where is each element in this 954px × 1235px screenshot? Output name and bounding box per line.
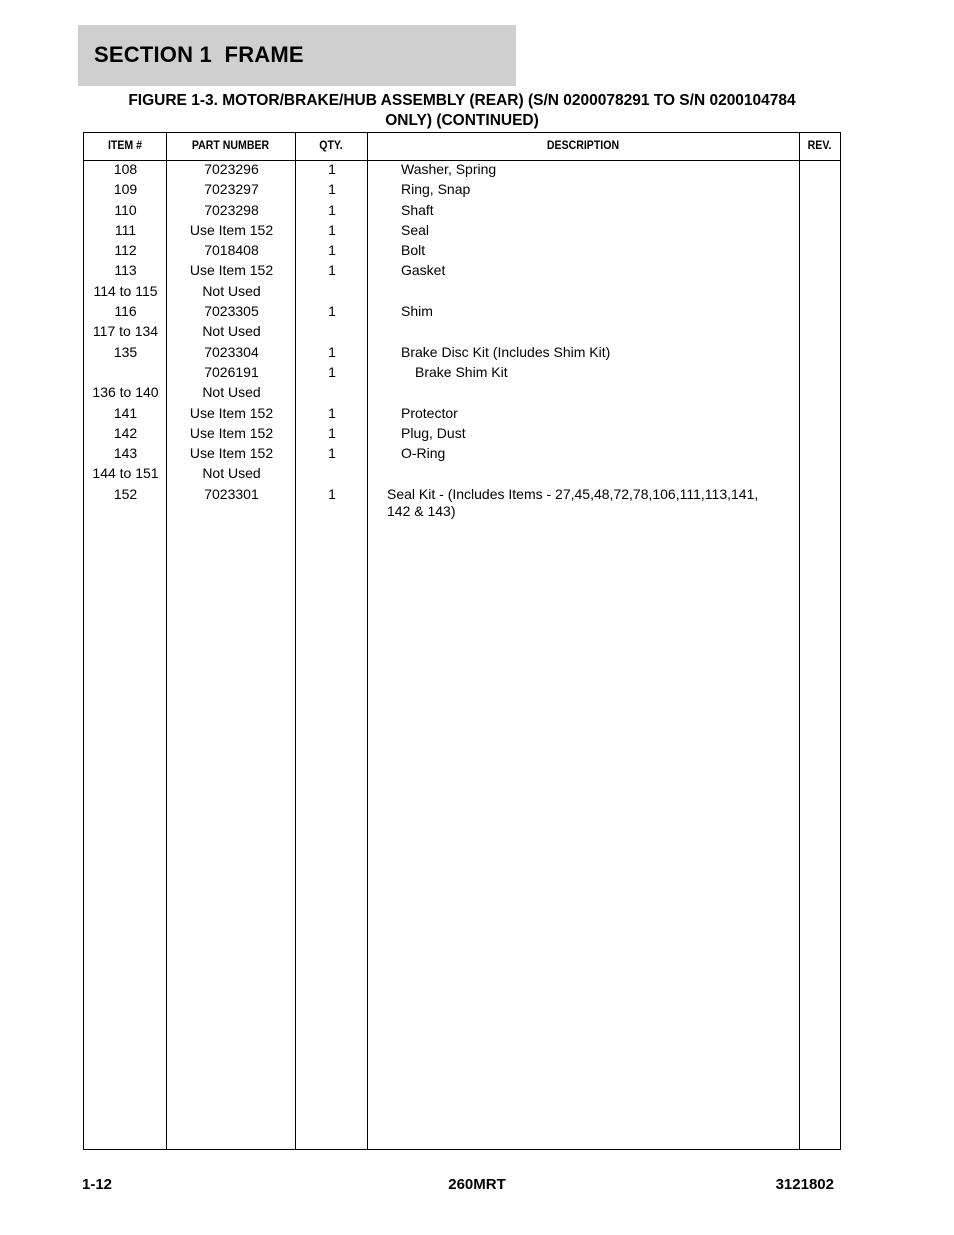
table-row xyxy=(84,424,840,444)
description xyxy=(368,261,831,279)
part-number: 7023304 xyxy=(204,343,259,360)
description xyxy=(368,424,831,442)
table-row xyxy=(84,322,840,342)
part-number: 7026191 xyxy=(204,363,259,380)
quantity xyxy=(296,383,368,384)
quantity: 1 xyxy=(328,303,336,320)
section-header-bar xyxy=(78,25,516,86)
part-number: 7018408 xyxy=(204,242,259,259)
quantity: 1 xyxy=(328,363,336,380)
item-number: 143 xyxy=(113,445,138,462)
quantity: 1 xyxy=(328,445,336,462)
description xyxy=(368,404,831,422)
item-number: 135 xyxy=(113,343,138,360)
quantity: 1 xyxy=(328,343,336,360)
part-number: Use Item 152 xyxy=(189,424,274,441)
description xyxy=(368,201,831,219)
figure-title-line2: ONLY) (CONTINUED) xyxy=(385,112,539,129)
table-row xyxy=(84,221,840,241)
table-header-row xyxy=(84,133,840,161)
item-number xyxy=(84,363,167,364)
description xyxy=(368,160,831,178)
item-number: 136 to 140 xyxy=(92,384,159,401)
description xyxy=(368,485,817,520)
quantity: 1 xyxy=(328,485,336,502)
description-line: Washer, Spring xyxy=(401,161,497,177)
description xyxy=(368,221,831,239)
part-number: Use Item 152 xyxy=(189,262,274,279)
quantity: 1 xyxy=(328,181,336,198)
part-number: Not Used xyxy=(202,465,261,482)
table-body xyxy=(84,160,840,521)
description xyxy=(368,322,831,323)
header-qty: QTY. xyxy=(319,138,343,152)
part-number: 7023301 xyxy=(204,485,259,502)
figure-title-line1: FIGURE 1-3. MOTOR/BRAKE/HUB ASSEMBLY (REAR) (S/N 0200078291 TO S/N 0200104784 xyxy=(128,92,796,109)
description-line: Protector xyxy=(401,404,458,421)
quantity xyxy=(296,322,368,323)
document-number: 3121802 xyxy=(775,1176,834,1193)
page-number: 1-12 xyxy=(82,1176,113,1193)
item-number: 117 to 134 xyxy=(92,323,159,340)
table-row xyxy=(84,444,840,464)
table-row xyxy=(84,160,840,180)
table-row xyxy=(84,343,840,363)
table-row xyxy=(84,464,840,484)
description xyxy=(368,444,831,462)
description xyxy=(368,363,845,381)
part-number: 7023296 xyxy=(204,161,259,177)
description-line: Bolt xyxy=(401,242,426,259)
description xyxy=(368,241,831,259)
item-number: 110 xyxy=(114,201,137,218)
description xyxy=(368,383,831,384)
description-line: Brake Disc Kit (Includes Shim Kit) xyxy=(401,343,611,360)
description xyxy=(368,302,831,320)
description xyxy=(368,180,831,198)
table-row xyxy=(84,302,840,322)
item-number: 152 xyxy=(113,485,138,502)
part-number: Use Item 152 xyxy=(189,404,274,421)
quantity: 1 xyxy=(328,242,336,259)
description-line: Seal xyxy=(401,221,430,238)
item-number: 111 xyxy=(114,221,137,238)
item-number: 113 xyxy=(114,262,137,279)
item-number: 144 to 151 xyxy=(92,465,159,482)
quantity xyxy=(296,464,368,465)
part-number: 7023298 xyxy=(204,201,259,218)
description xyxy=(368,464,831,465)
description xyxy=(368,343,831,361)
description-line: Shim xyxy=(401,303,433,320)
table-row xyxy=(84,383,840,403)
table-row xyxy=(84,282,840,302)
description-line: O-Ring xyxy=(401,445,446,462)
part-number: 7023297 xyxy=(204,181,259,198)
model-name: 260MRT xyxy=(448,1176,506,1193)
section-title: SECTION 1 FRAME xyxy=(94,42,304,67)
item-number: 112 xyxy=(114,242,137,259)
parts-table xyxy=(83,132,841,1150)
part-number: Not Used xyxy=(202,323,261,340)
description xyxy=(368,282,831,283)
quantity: 1 xyxy=(328,221,336,238)
quantity: 1 xyxy=(328,201,336,218)
description-line: Seal Kit - (Includes Items - 27,45,48,72,78,106,111,113,141, xyxy=(387,485,759,502)
quantity: 1 xyxy=(328,262,336,279)
part-number: Not Used xyxy=(202,282,261,299)
description-line: Brake Shim Kit xyxy=(415,363,508,380)
quantity: 1 xyxy=(328,161,336,177)
item-number: 114 to 115 xyxy=(93,282,158,299)
table-row xyxy=(84,485,840,521)
item-number: 142 xyxy=(113,424,138,441)
quantity: 1 xyxy=(328,404,336,421)
item-number: 108 xyxy=(113,161,138,177)
item-number: 116 xyxy=(114,303,137,320)
item-number: 109 xyxy=(113,181,138,198)
part-number: Use Item 152 xyxy=(189,221,274,238)
description-line: Gasket xyxy=(401,262,446,279)
part-number: 7023305 xyxy=(204,303,259,320)
description-line: 142 & 143) xyxy=(387,502,456,519)
header-item: ITEM # xyxy=(107,138,143,152)
quantity xyxy=(296,282,368,283)
table-row xyxy=(84,261,840,281)
header-rev: REV. xyxy=(807,138,832,152)
part-number: Use Item 152 xyxy=(189,445,274,462)
description-line: Plug, Dust xyxy=(401,424,466,441)
quantity: 1 xyxy=(328,424,336,441)
description-line: Ring, Snap xyxy=(401,181,471,198)
table-row xyxy=(84,241,840,261)
table-row xyxy=(84,404,840,424)
table-row xyxy=(84,363,840,383)
description-line: Shaft xyxy=(401,201,434,218)
table-row xyxy=(84,180,840,200)
item-number: 141 xyxy=(113,404,138,421)
header-description: DESCRIPTION xyxy=(546,138,620,152)
figure-title xyxy=(83,91,841,131)
table-row xyxy=(84,201,840,221)
header-part-number: PART NUMBER xyxy=(191,138,270,152)
part-number: Not Used xyxy=(202,384,261,401)
